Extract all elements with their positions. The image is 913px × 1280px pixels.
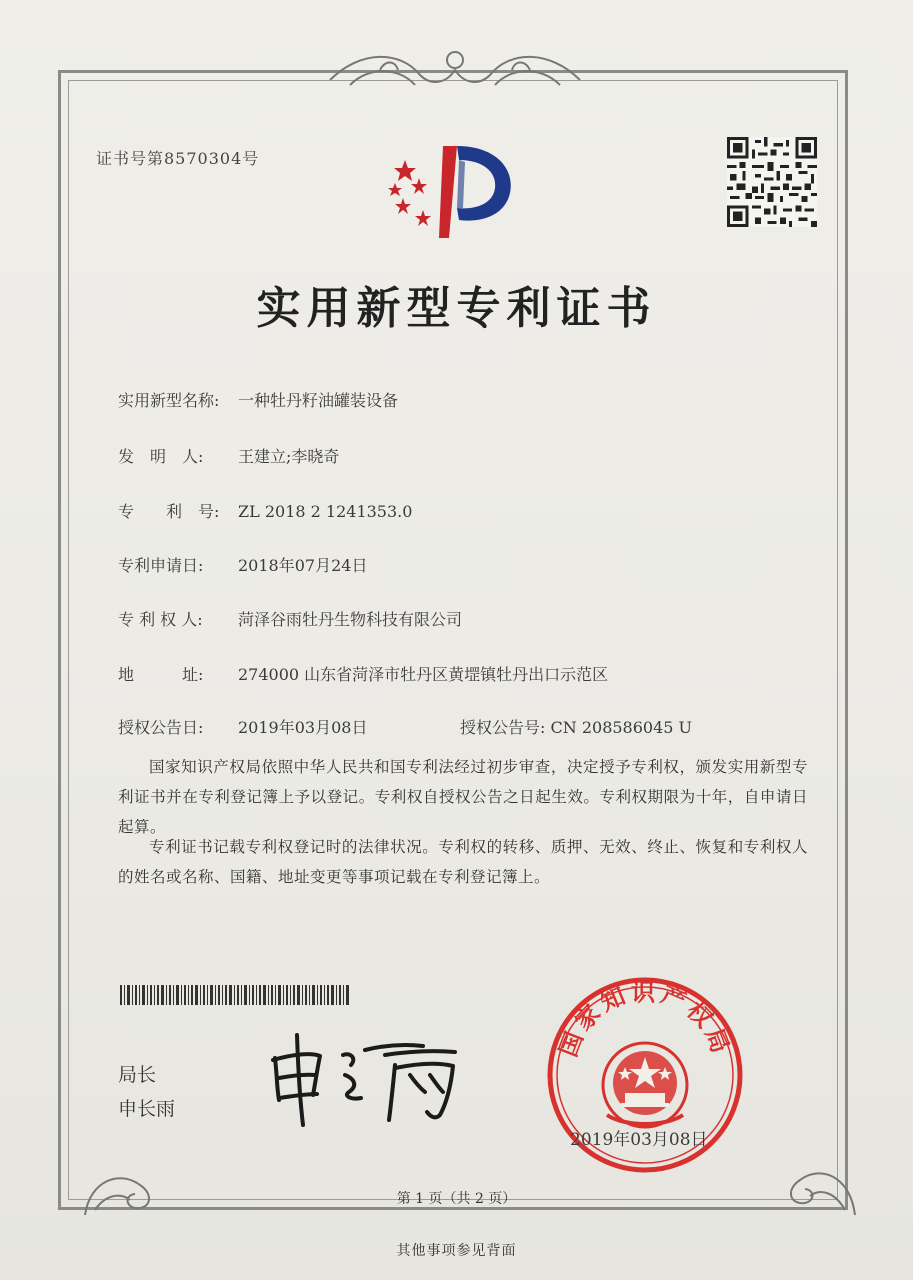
- signatory-name: 申长雨: [118, 1098, 176, 1120]
- paragraph-grant: 国家知识产权局依照中华人民共和国专利法经过初步审查，决定授予专利权，颁发实用新型专利证书并在专利登记簿上予以登记。专利权自授权公告之日起生效。专利权期限为十年，自申请日起算。: [118, 758, 808, 836]
- field-label: 实用新型名称:: [118, 391, 220, 410]
- field-label: 专 利 号:: [118, 502, 220, 521]
- seal-text: 国家知识产权局: [554, 978, 736, 1061]
- field-value: 2019年03月08日: [238, 718, 368, 737]
- barcode: [120, 985, 350, 1005]
- field-label: 授权公告日:: [118, 718, 204, 737]
- top-ornament: [320, 40, 590, 100]
- field-value: CN 208586045 U: [550, 718, 693, 737]
- field-patent-number: [118, 499, 412, 522]
- bottom-left-ornament: [80, 1150, 170, 1220]
- field-label: 专利申请日:: [118, 556, 204, 575]
- paragraph-legal-status: 专利证书记载专利权登记时的法律状况。专利权的转移、质押、无效、终止、恢复和专利权人的姓名或名称、国籍、地址变更等事项记载在专利登记簿上。: [118, 838, 808, 886]
- field-value: 一种牡丹籽油罐装设备: [238, 391, 399, 410]
- field-value: 王建立;李晓奇: [238, 447, 340, 466]
- certificate-title: 实用新型专利证书: [256, 283, 657, 334]
- signatory-title: 局长: [118, 1064, 157, 1086]
- page-number: 第 1 页（共 2 页）: [396, 1191, 517, 1207]
- field-label: 专 利 权 人:: [118, 610, 203, 629]
- field-value: ZL 2018 2 1241353.0: [238, 502, 413, 521]
- field-address: [118, 662, 608, 685]
- handwritten-signature: [265, 1030, 475, 1130]
- field-filing-date: [118, 553, 367, 576]
- qr-code: [727, 137, 817, 227]
- national-emblem-icon: [603, 1043, 687, 1127]
- field-patentee: [118, 607, 462, 630]
- certificate-number: 证书号第8570304号: [96, 149, 260, 168]
- footer-note: 其他事项参见背面: [396, 1243, 517, 1259]
- field-announcement-number: [460, 715, 692, 738]
- field-grant-date: [118, 715, 367, 738]
- field-utility-model-name: [118, 388, 398, 411]
- field-label: 发 明 人:: [118, 447, 204, 466]
- field-value: 2018年07月24日: [238, 556, 368, 575]
- field-value: 菏泽谷雨牡丹生物科技有限公司: [238, 610, 463, 629]
- field-value: 274000 山东省菏泽市牡丹区黄堽镇牡丹出口示范区: [238, 665, 609, 684]
- field-inventor: [118, 444, 339, 467]
- field-label: 地 址:: [118, 665, 204, 684]
- svg-text:国家知识产权局: [554, 978, 736, 1060]
- cnipa-logo-icon: [385, 138, 525, 248]
- field-label: 授权公告号:: [460, 718, 546, 737]
- seal-date: 2019年03月08日: [570, 1130, 708, 1150]
- bottom-right-ornament: [770, 1140, 860, 1220]
